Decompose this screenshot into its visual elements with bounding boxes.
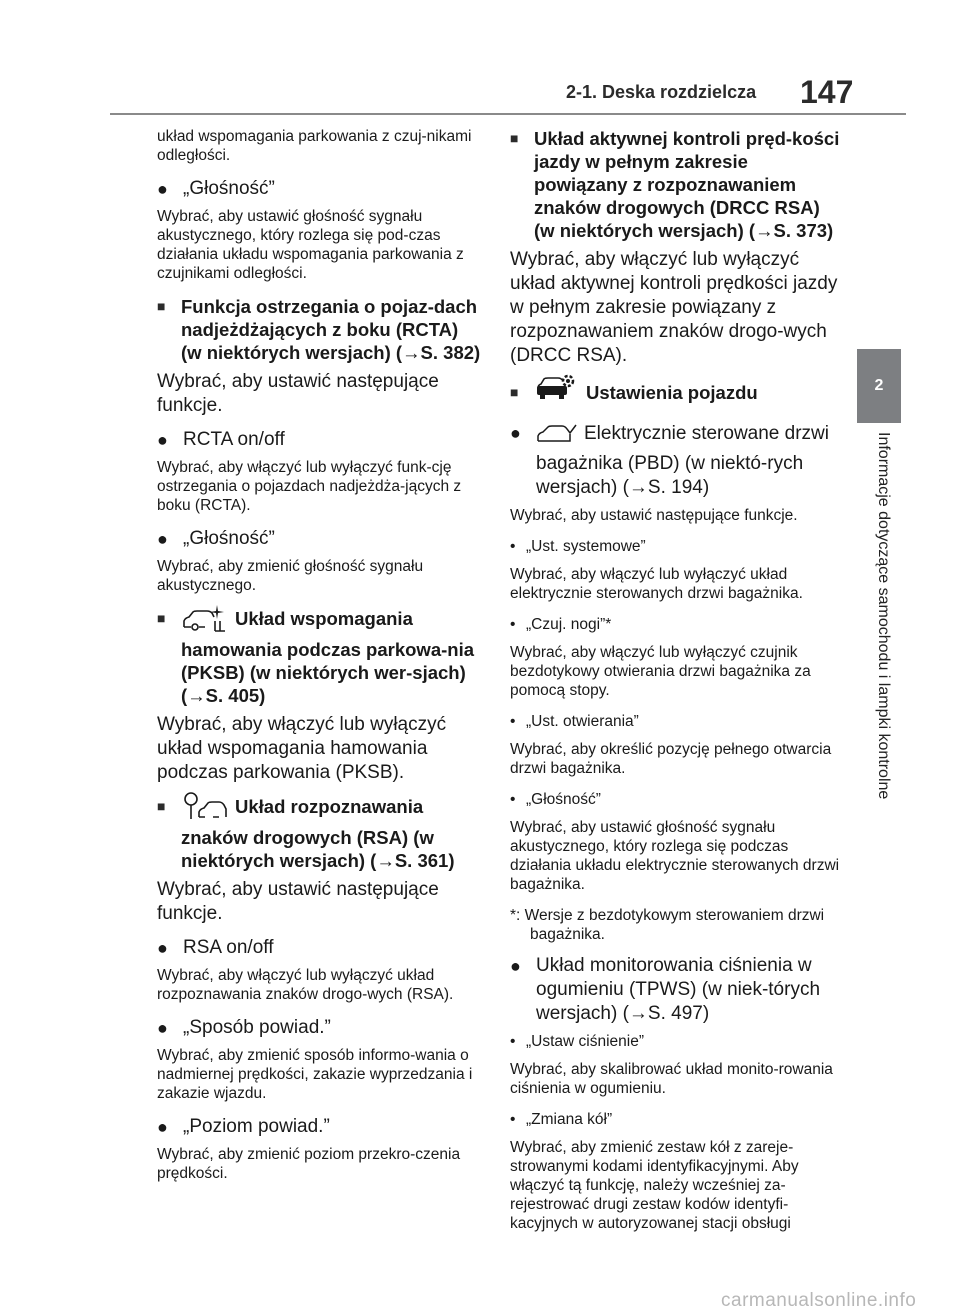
page-header-title: 2-1. Deska rozdzielcza xyxy=(566,82,757,102)
section-title: Funkcja ostrzegania o pojaz-dach nadjeżdżających z boku (RCTA) (w niektórych wersjach) (→S. 382) xyxy=(181,296,481,363)
sub-bullet xyxy=(510,790,840,810)
section-square: ■ xyxy=(157,798,166,814)
bullet-title-text: Elektrycznie sterowane drzwi bagażnika (PBD) (w niektó-rych wersjach) (→S. 194) xyxy=(536,423,829,498)
sub-bullet-mark: • xyxy=(510,791,516,808)
section-heading xyxy=(157,295,482,364)
sub-bullet xyxy=(510,615,840,635)
bullet-dot: ● xyxy=(157,179,168,199)
bullet-text: Wybrać, aby włączyć lub wyłączyć układ rozpoznawania znaków drogo-wych (RSA). xyxy=(157,967,454,1003)
bullet-heading xyxy=(157,177,482,201)
section-text: Wybrać, aby ustawić następujące funkcje. xyxy=(157,371,439,416)
sub-bullet-text: Wybrać, aby skalibrować układ monito-rowania ciśnienia w ogumieniu. xyxy=(510,1061,833,1097)
footnote: *: Wersje z bezdotykowym sterowaniem drzwi bagażnika. xyxy=(510,907,825,943)
bullet-text: Wybrać, aby włączyć lub wyłączyć funk-cję ostrzegania o pojazdach nadjeżdża-jących z boku (RCTA). xyxy=(157,459,462,514)
section-title xyxy=(181,795,482,872)
section-title-text: Układ rozpoznawania znaków drogowych (RSA) (w niektórych wersjach) (→S. 361) xyxy=(181,796,455,871)
bullet-heading xyxy=(157,428,482,452)
bullet-title: Układ monitorowania ciśnienia w ogumieniu (TPWS) (w niek-tórych wersjach) (→S. 497) xyxy=(536,955,821,1024)
section-heading xyxy=(510,127,840,242)
sub-bullet xyxy=(510,712,840,732)
sub-bullet-title: „Czuj. nogi”* xyxy=(526,616,612,633)
bullet-text: Wybrać, aby zmienić głośność sygnału akustycznego. xyxy=(157,558,424,594)
section-heading xyxy=(157,795,482,872)
bullet-dot: ● xyxy=(157,529,168,549)
sub-bullet-mark: • xyxy=(510,616,516,633)
bullet-dot: ● xyxy=(157,1117,168,1137)
bullet-dot: ● xyxy=(510,956,521,976)
section-square: ■ xyxy=(157,298,166,314)
section-title: Ustawienia pojazdu xyxy=(586,382,758,403)
bullet-title: „Głośność” xyxy=(183,178,275,199)
chapter-tab: 2 xyxy=(857,349,901,423)
vehicle-settings-icon xyxy=(534,372,578,407)
sub-bullet-mark: • xyxy=(510,1111,516,1128)
bullet-title: „Głośność” xyxy=(183,528,275,549)
bullet-heading xyxy=(510,421,840,500)
intro-text: układ wspomagania parkowania z czuj-nikami odległości. xyxy=(157,128,472,164)
sub-bullet-title: „Głośność” xyxy=(526,791,601,808)
sub-bullet-mark: • xyxy=(510,538,516,555)
bullet-text: Wybrać, aby ustawić następujące funkcje. xyxy=(510,507,798,524)
sub-bullet-title: „Ustaw ciśnienie” xyxy=(526,1033,645,1050)
sub-bullet-mark: • xyxy=(510,713,516,730)
section-title: Układ aktywnej kontroli pręd-kości jazdy w pełnym zakresie powiązany z rozpoznawaniem znaków drogowych (DRCC RSA) (w niektórych wersjach) (→S. 373) xyxy=(534,128,840,241)
section-square: ■ xyxy=(157,610,166,626)
bullet-title: RSA on/off xyxy=(183,937,274,958)
sub-bullet-text: Wybrać, aby określić pozycję pełnego otwarcia drzwi bagażnika. xyxy=(510,741,832,777)
bullet-heading xyxy=(157,1016,482,1040)
power-back-door-icon xyxy=(536,421,578,452)
chapter-title-vertical: Informacje dotyczące samochodu i lampki kontrolne xyxy=(875,432,892,800)
section-square: ■ xyxy=(510,384,519,400)
bullet-dot: ● xyxy=(157,430,168,450)
sub-bullet-title: „Ust. systemowe” xyxy=(526,538,646,555)
sub-bullet-mark: • xyxy=(510,1033,516,1050)
header-rule xyxy=(110,113,906,115)
left-column xyxy=(157,127,482,1195)
road-sign-car-icon xyxy=(181,791,229,826)
section-heading xyxy=(510,378,840,407)
bullet-heading xyxy=(157,936,482,960)
bullet-text: Wybrać, aby zmienić sposób informo-wania o nadmiernej prędkości, zakazie wyprzedzania i zakazie wjazdu. xyxy=(157,1047,473,1102)
bullet-text: Wybrać, aby zmienić poziom przekro-czenia prędkości. xyxy=(157,1146,461,1182)
section-heading xyxy=(157,607,482,707)
section-square: ■ xyxy=(510,130,519,146)
bullet-title xyxy=(536,421,840,500)
bullet-text: Wybrać, aby ustawić głośność sygnału akustycznego, który rozlega się pod-czas działania układu wspomagania parkowania z czujnikami odległości. xyxy=(157,208,464,282)
bullet-dot: ● xyxy=(157,1018,168,1038)
bullet-title: RCTA on/off xyxy=(183,429,285,450)
bullet-heading xyxy=(157,1115,482,1139)
sub-bullet xyxy=(510,1110,840,1130)
bullet-title: „Sposób powiad.” xyxy=(183,1017,331,1038)
sub-bullet-text: Wybrać, aby ustawić głośność sygnału akustycznego, który rozlega się podczas działania układu elektrycznie sterowanych drzwi bagażnika. xyxy=(510,819,840,893)
bullet-heading xyxy=(510,954,840,1026)
sub-bullet xyxy=(510,1032,840,1052)
bullet-heading xyxy=(157,527,482,551)
page-number: 147 xyxy=(800,74,854,110)
watermark: carmanualsonline.info xyxy=(721,1290,917,1311)
section-text: Wybrać, aby włączyć lub wyłączyć układ aktywnej kontroli prędkości jazdy w pełnym zakresie powiązany z rozpoznawaniem znaków drogo-wych (DRCC RSA). xyxy=(510,249,838,366)
bullet-dot: ● xyxy=(510,423,521,443)
sub-bullet-text: Wybrać, aby zmienić zestaw kół z zareje-strowanymi kodami identyfikacyjnymi. Aby włączyć tą funkcję, należy wcześniej za-rejestrować drugi zestaw kodów identyfi-kacyjnych w autoryzowanej stacji obsługi xyxy=(510,1139,799,1232)
sub-bullet xyxy=(510,537,840,557)
bullet-title: „Poziom powiad.” xyxy=(183,1116,330,1137)
right-column xyxy=(510,127,840,1245)
bullet-dot: ● xyxy=(157,938,168,958)
section-title xyxy=(181,607,482,707)
sub-bullet-text: Wybrać, aby włączyć lub wyłączyć czujnik bezdotykowy otwierania drzwi bagażnika za pomocą stopy. xyxy=(510,644,811,699)
sub-bullet-title: „Zmiana kół” xyxy=(526,1111,613,1128)
sub-bullet-text: Wybrać, aby włączyć lub wyłączyć układ elektrycznie sterowanych drzwi bagażnika. xyxy=(510,566,803,602)
sub-bullet-title: „Ust. otwierania” xyxy=(526,713,639,730)
section-text: Wybrać, aby włączyć lub wyłączyć układ wspomagania hamowania podczas parkowania (PKSB). xyxy=(157,714,447,783)
section-text: Wybrać, aby ustawić następujące funkcje. xyxy=(157,879,439,924)
section-title-text: Układ wspomagania hamowania podczas parkowa-nia (PKSB) (w niektórych wer-sjach) (→S. 405) xyxy=(181,608,474,706)
parking-brake-car-icon xyxy=(181,603,229,638)
